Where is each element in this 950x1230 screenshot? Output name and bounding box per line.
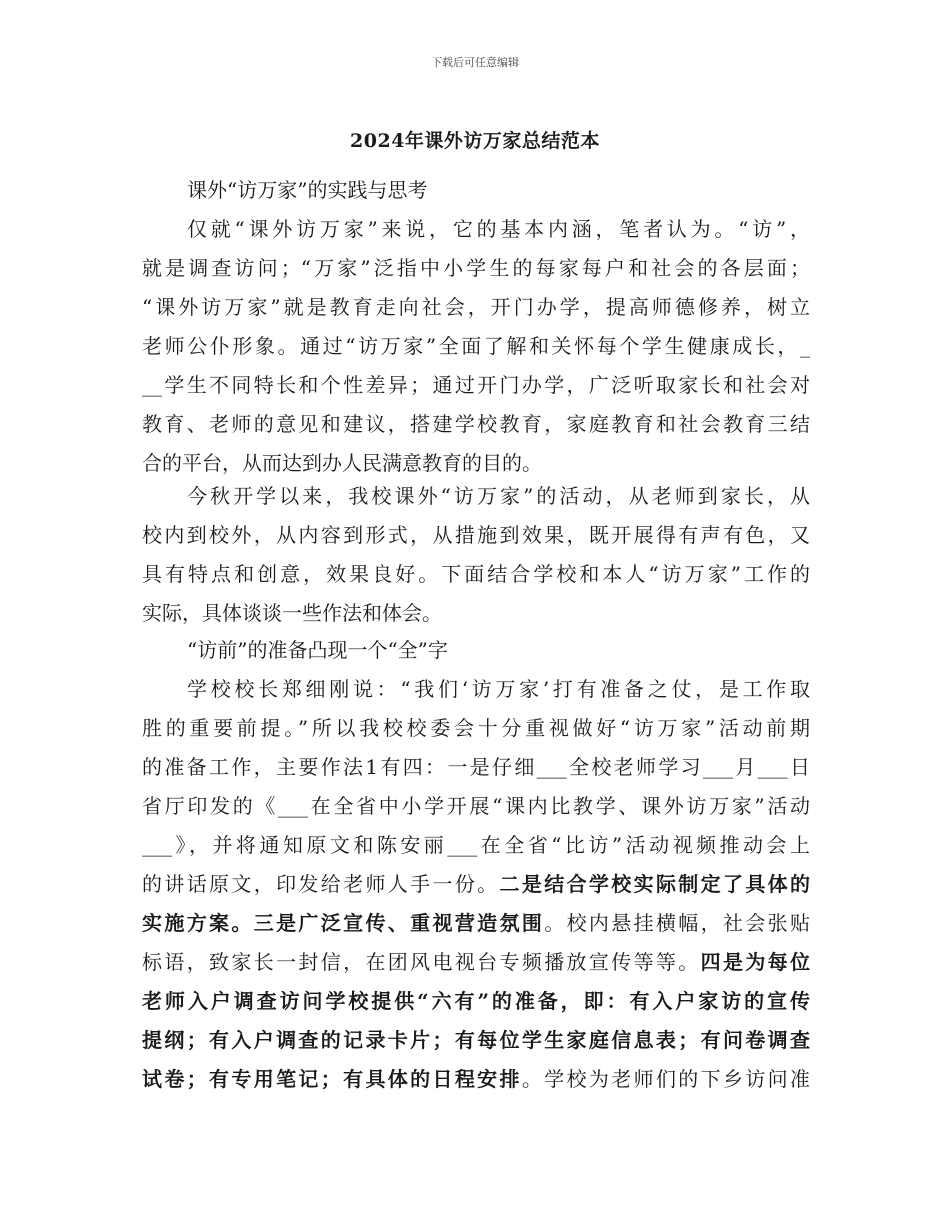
text-line bbox=[142, 328, 810, 364]
text-line bbox=[187, 632, 810, 668]
text-segment: 教育、老师的意见和建议，搭建学校教育，家庭教育和社会教育三结 bbox=[142, 412, 810, 436]
text-segment: __学生不同特长和个性差异；通过开门办学，广泛听取家长和社会对 bbox=[142, 373, 810, 397]
text-line bbox=[142, 710, 810, 746]
text-line bbox=[142, 788, 810, 824]
text-segment: 就是调查访问；“万家”泛指中小学生的每家每户和社会的各层面； bbox=[142, 256, 810, 280]
header-note: 下载后可任意编辑 bbox=[431, 56, 519, 69]
document-title: 2024年课外访万家总结范本 bbox=[350, 130, 600, 152]
text-segment: 课外“访万家”的实践与思考 bbox=[187, 178, 428, 202]
text-segment: 标语，致家长一封信，在团风电视台专频播放宣传等等。 bbox=[142, 950, 701, 974]
text-segment: 的讲话原文，印发给老师人手一份。 bbox=[142, 872, 500, 896]
text-line bbox=[142, 905, 810, 941]
text-segment: 今秋开学以来，我校课外“访万家”的活动，从老师到家长，从 bbox=[187, 484, 810, 508]
text-line bbox=[142, 289, 810, 325]
text-line bbox=[187, 211, 810, 247]
bold-text-segment: 提纲；有入户调查的记录卡片；有每位学生家庭信息表；有问卷调查 bbox=[142, 1028, 810, 1052]
bold-text-segment: 二是结合学校实际制定了具体的 bbox=[499, 872, 810, 896]
text-line bbox=[142, 827, 810, 863]
text-segment: 的准备工作，主要作法1有四：一是仔细___全校老师学习___月___日 bbox=[142, 755, 810, 779]
text-segment: 学校校长郑细刚说：“我们‘访万家’打有准备之仗，是工作取 bbox=[187, 677, 810, 701]
bold-text-segment: 试卷；有专用笔记；有具体的日程安排 bbox=[142, 1067, 522, 1091]
bold-text-segment: 四是为每位 bbox=[700, 950, 810, 974]
text-line bbox=[142, 595, 810, 631]
bold-text-segment: 老师入户调查访问学校提供“六有”的准备，即：有入户家访的宣传 bbox=[142, 989, 810, 1013]
text-line bbox=[142, 250, 810, 286]
text-segment: 具有特点和创意，效果良好。下面结合学校和本人“访万家”工作的 bbox=[142, 562, 810, 586]
text-line bbox=[142, 983, 810, 1019]
text-line bbox=[142, 1061, 810, 1097]
text-line bbox=[142, 367, 810, 403]
text-line bbox=[142, 749, 810, 785]
text-line bbox=[142, 866, 810, 902]
text-segment: “课外访万家”就是教育走向社会，开门办学，提高师德修养，树立 bbox=[142, 295, 810, 319]
text-line bbox=[142, 556, 810, 592]
text-line bbox=[142, 445, 810, 481]
text-line bbox=[187, 671, 810, 707]
text-line bbox=[142, 517, 810, 553]
text-line bbox=[142, 406, 810, 442]
text-segment: 校内到校外，从内容到形式，从措施到效果，既开展得有声有色，又 bbox=[142, 523, 810, 547]
text-line bbox=[142, 944, 810, 980]
text-segment: “访前”的准备凸现一个“全”字 bbox=[187, 638, 448, 662]
text-line bbox=[187, 478, 810, 514]
bold-text-segment: 实施方案。三是广泛宣传、重视营造氛围 bbox=[142, 911, 545, 935]
text-segment: 胜的重要前提。”所以我校校委会十分重视做好“访万家”活动前期 bbox=[142, 716, 810, 740]
text-segment: 仅就“课外访万家”来说，它的基本内涵，笔者认为。“访”， bbox=[187, 217, 810, 241]
text-segment: 省厅印发的《___在全省中小学开展“课内比教学、课外访万家”活动 bbox=[142, 794, 810, 818]
text-segment: 实际，具体谈谈一些作法和体会。 bbox=[142, 601, 442, 625]
text-segment: 。学校为老师们的下乡访问准 bbox=[521, 1067, 810, 1091]
text-line bbox=[187, 172, 810, 208]
text-segment: 。校内悬挂横幅，社会张贴 bbox=[544, 911, 810, 935]
text-segment: ___》，并将通知原文和陈安丽___在全省“比访”活动视频推动会上 bbox=[142, 833, 810, 857]
text-segment: 合的平台，从而达到办人民满意教育的目的。 bbox=[142, 451, 542, 475]
text-segment: 老师公仆形象。通过“访万家”全面了解和关怀每个学生健康成长，_ bbox=[142, 334, 810, 358]
text-line bbox=[142, 1022, 810, 1058]
